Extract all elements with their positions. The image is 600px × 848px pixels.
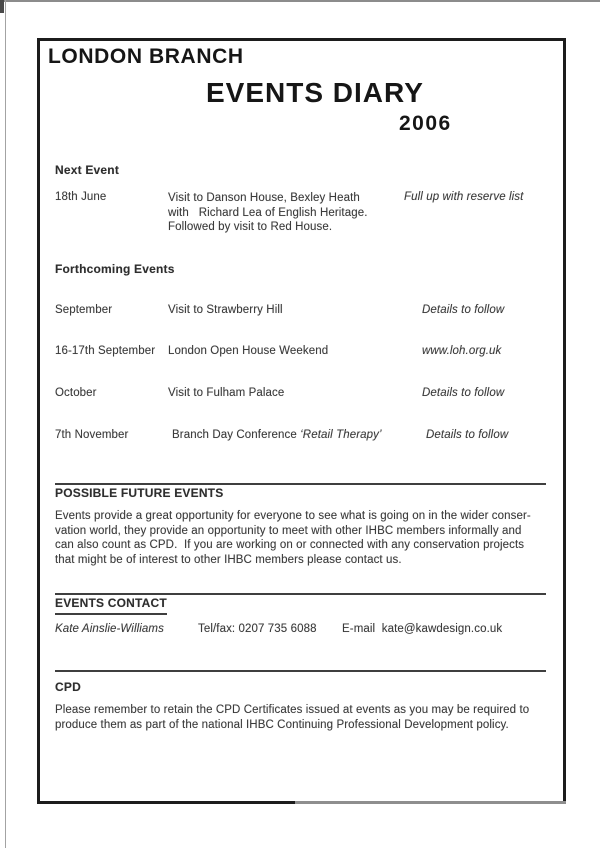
- paragraph-line: Please remember to retain the CPD Certificates issued at events as you may be required to: [55, 704, 530, 716]
- event-description: Visit to Strawberry Hill: [168, 304, 283, 316]
- event-description-text: Branch Day Conference: [172, 429, 301, 441]
- event-date: 18th June: [55, 191, 107, 203]
- paragraph-line: Events provide a great opportunity for everyone to see what is going on in the wider conser-: [55, 510, 531, 522]
- event-date: 7th November: [55, 429, 129, 441]
- paragraph-line: vation world, they provide an opportunity to meet with other IHBC members informally and: [55, 524, 522, 537]
- document-year: 2006: [399, 112, 452, 135]
- event-description-line: Visit to Danson House, Bexley Heath: [168, 192, 360, 204]
- scan-artifact-corner: [0, 0, 4, 13]
- paragraph-line: can also count as CPD. If you are working on or connected with any conservation projects: [55, 539, 525, 551]
- forthcoming-events-heading: Forthcoming Events: [55, 262, 175, 276]
- event-description-line: with Richard Lea of English Heritage.: [168, 206, 368, 219]
- section-divider: [55, 593, 546, 595]
- events-contact-heading: EVENTS CONTACT: [55, 596, 167, 615]
- scan-artifact-bottom-border: [295, 801, 566, 804]
- contact-name: Kate Ainslie-Williams: [55, 623, 164, 635]
- possible-future-events-paragraph: [55, 509, 531, 567]
- document-title: EVENTS DIARY: [206, 77, 424, 108]
- event-description: Visit to Fulham Palace: [168, 387, 285, 399]
- event-description: [168, 191, 368, 235]
- event-description-line: Followed by visit to Red House.: [168, 221, 333, 233]
- scan-artifact-top-edge: [0, 0, 600, 2]
- event-description: [172, 429, 382, 441]
- contact-email: E-mail kate@kawdesign.co.uk: [342, 623, 503, 635]
- event-date: September: [55, 304, 113, 316]
- section-divider: [55, 670, 546, 672]
- contact-telephone: Tel/fax: 0207 735 6088: [198, 623, 317, 635]
- event-description-italic: ‘Retail Therapy’: [300, 429, 382, 441]
- paragraph-line: that might be of interest to other IHBC members please contact us.: [55, 553, 402, 566]
- scan-artifact-left-edge: [5, 0, 6, 848]
- event-note: Details to follow: [426, 429, 509, 441]
- event-note: www.loh.org.uk: [422, 345, 502, 357]
- event-description: London Open House Weekend: [168, 345, 329, 357]
- event-date: 16-17th September: [55, 345, 156, 357]
- event-date: October: [55, 387, 97, 399]
- next-event-heading: Next Event: [55, 163, 120, 177]
- possible-future-events-heading: POSSIBLE FUTURE EVENTS: [55, 486, 224, 500]
- cpd-heading: CPD: [55, 680, 81, 694]
- document-border-frame: [37, 38, 566, 804]
- section-divider: [55, 483, 546, 485]
- paragraph-line: produce them as part of the national IHBC Continuing Professional Development policy.: [55, 718, 509, 731]
- event-note: Details to follow: [422, 304, 505, 316]
- cpd-paragraph: [55, 703, 529, 732]
- event-note: Details to follow: [422, 387, 505, 399]
- branch-title: LONDON BRANCH: [48, 45, 244, 68]
- event-note: Full up with reserve list: [404, 191, 524, 203]
